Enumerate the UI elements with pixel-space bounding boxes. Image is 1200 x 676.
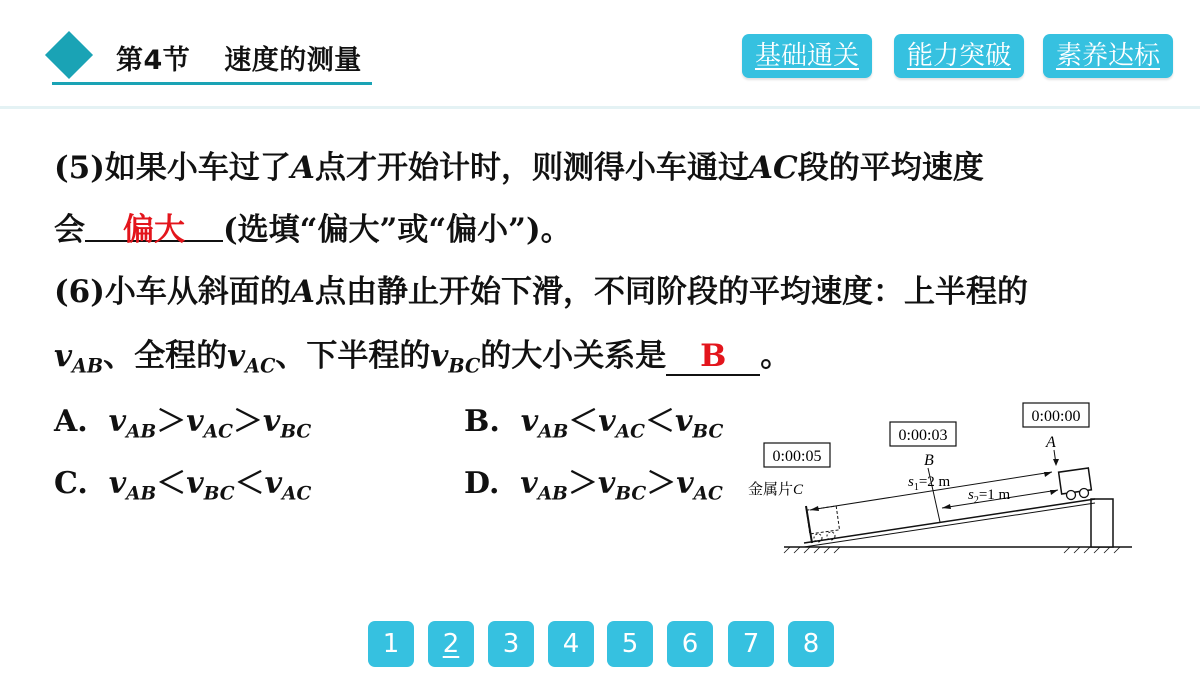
section-diamond-icon bbox=[45, 31, 93, 79]
basic-button[interactable]: 基础通关 bbox=[742, 34, 872, 78]
question-6-line-2: $v_{AB}$、全程的$v_{AC}$、下半程的$v_{BC}$的大小关系是 B 。 bbox=[54, 338, 792, 378]
page-5-button[interactable]: 5 bbox=[607, 621, 653, 667]
option-b: B. $v_{AB}<v_{AC}<v_{BC}$ bbox=[464, 404, 724, 443]
ground-hatch bbox=[784, 547, 1120, 553]
incline-bottom bbox=[804, 503, 1095, 547]
s1-label: $s_1=2$ m bbox=[908, 474, 951, 493]
label-metal-plate: 金属片C bbox=[748, 482, 804, 498]
option-a: A. $v_{AB}>v_{AC}>v_{BC}$ bbox=[54, 404, 312, 443]
label-a: A bbox=[1046, 434, 1056, 451]
s2-label: $s_2=1$ m bbox=[968, 487, 1011, 506]
page-1-button[interactable]: 1 bbox=[368, 621, 414, 667]
answer-blank-6 bbox=[666, 338, 760, 376]
question-6-line-1: (6)小车从斜面的A点由静止开始下滑，不同阶段的平均速度：上半程的 bbox=[54, 274, 1028, 310]
incline-diagram bbox=[740, 398, 1140, 558]
answer-6: B bbox=[700, 338, 727, 374]
page-2-button[interactable]: 2 bbox=[428, 621, 474, 667]
page-6-button[interactable]: 6 bbox=[667, 621, 713, 667]
svg-text:0:00:05: 0:00:05 bbox=[772, 448, 822, 465]
answer-blank-5 bbox=[85, 204, 223, 248]
svg-text:0:00:03: 0:00:03 bbox=[898, 427, 948, 444]
question-5-line-1: (5)如果小车过了A点才开始计时，则测得小车通过AC段的平均速度 bbox=[54, 150, 984, 186]
answer-5: 偏大 bbox=[123, 212, 185, 248]
support-block bbox=[1091, 499, 1113, 547]
literacy-button[interactable]: 素养达标 bbox=[1043, 34, 1173, 78]
svg-text:0:00:00: 0:00:00 bbox=[1031, 408, 1081, 425]
page-4-button[interactable]: 4 bbox=[548, 621, 594, 667]
page-8-button[interactable]: 8 bbox=[788, 621, 834, 667]
option-c: C. $v_{AB}<v_{BC}<v_{AC}$ bbox=[54, 466, 312, 505]
ability-button[interactable]: 能力突破 bbox=[894, 34, 1024, 78]
page-7-button[interactable]: 7 bbox=[728, 621, 774, 667]
label-b: B bbox=[924, 452, 934, 469]
question-5-line-2: 会 偏大 (选填“偏大”或“偏小”)。 bbox=[54, 204, 572, 249]
page-title bbox=[116, 38, 362, 77]
section-number: 第4节 bbox=[116, 45, 191, 76]
option-d: D. $v_{AB}>v_{BC}>v_{AC}$ bbox=[464, 466, 723, 505]
header-divider bbox=[0, 106, 1200, 109]
title-underline bbox=[52, 82, 372, 85]
section-title: 速度的测量 bbox=[224, 45, 362, 76]
page-3-button[interactable]: 3 bbox=[488, 621, 534, 667]
